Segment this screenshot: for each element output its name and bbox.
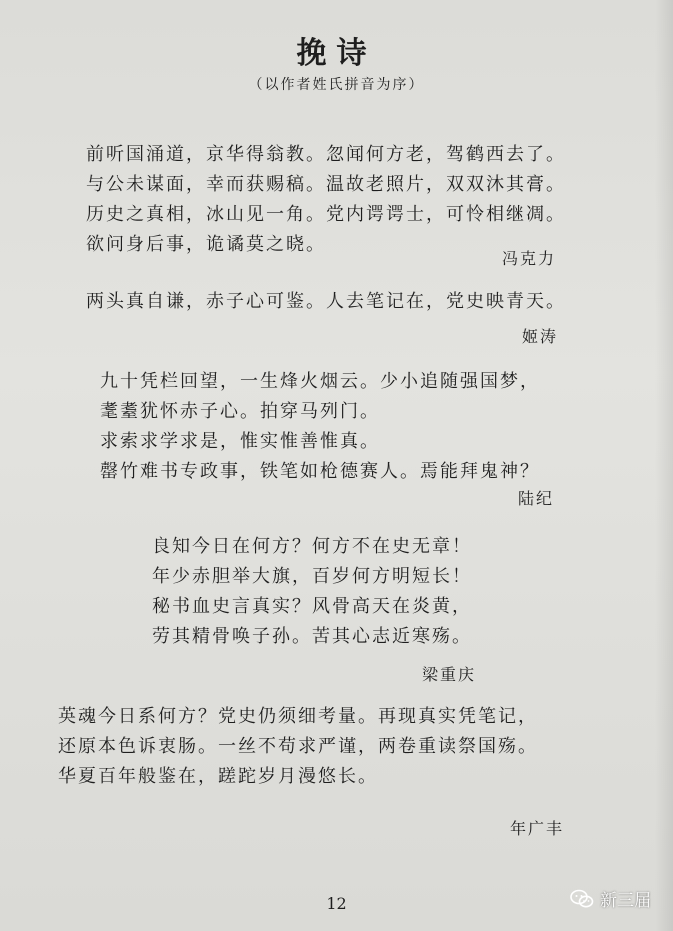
poem-2 bbox=[86, 287, 566, 317]
wechat-icon bbox=[570, 889, 594, 909]
poem-line: 罄竹难书专政事，铁笔如枪德赛人。焉能拜鬼神？ bbox=[100, 461, 540, 482]
poem-line: 与公未谋面，幸而获赐稿。温故老照片，双双沐其膏。 bbox=[86, 174, 566, 195]
poem-line: 英魂今日系何方？党史仍须细考量。再现真实凭笔记， bbox=[58, 706, 538, 727]
poem-line: 秘书血史言真实？风骨高天在炎黄， bbox=[152, 596, 472, 617]
poem-line: 历史之真相，冰山见一角。党内谔谔士，可怜相继凋。 bbox=[86, 204, 566, 225]
page-edge-shadow bbox=[655, 0, 673, 931]
page-number: 12 bbox=[326, 894, 347, 913]
poem-line: 两头真自谦，赤子心可鉴。人去笔记在，党史映青天。 bbox=[86, 291, 566, 312]
poem-line: 良知今日在何方？何方不在史无章！ bbox=[152, 536, 472, 557]
poem-author: 姬涛 bbox=[522, 327, 559, 346]
poem-line: 还原本色诉衷肠。一丝不苟求严谨，两卷重读祭国殇。 bbox=[58, 736, 538, 757]
page-subtitle: （以作者姓氏拼音为序） bbox=[248, 77, 425, 93]
poem-line: 华夏百年般鉴在，蹉跎岁月漫悠长。 bbox=[58, 766, 378, 787]
poem-line: 欲问身后事，诡谲莫之晓。 bbox=[86, 234, 326, 255]
poem-line: 年少赤胆举大旗，百岁何方明短长！ bbox=[152, 566, 472, 587]
poem-author: 冯克力 bbox=[502, 249, 557, 268]
poem-line: 劳其精骨唤子孙。苦其心志近寒殇。 bbox=[152, 626, 472, 647]
poem-line: 九十凭栏回望，一生烽火烟云。少小追随强国梦， bbox=[100, 371, 540, 392]
watermark bbox=[570, 886, 651, 911]
poem-5 bbox=[58, 702, 538, 792]
poem-author: 年广丰 bbox=[510, 819, 565, 838]
poem-line: 求索求学求是，惟实惟善惟真。 bbox=[100, 431, 380, 452]
poem-author: 梁重庆 bbox=[422, 665, 477, 684]
watermark-text: 新三届 bbox=[600, 891, 651, 911]
poem-4 bbox=[152, 532, 472, 652]
poem-author: 陆纪 bbox=[518, 489, 555, 508]
poem-line: 耄耋犹怀赤子心。拍穿马列门。 bbox=[100, 401, 380, 422]
poem-3 bbox=[100, 367, 540, 487]
poem-1 bbox=[86, 140, 566, 260]
page-title: 挽诗 bbox=[296, 36, 377, 71]
poem-line: 前听国涌道，京华得翁教。忽闻何方老，驾鹤西去了。 bbox=[86, 144, 566, 165]
